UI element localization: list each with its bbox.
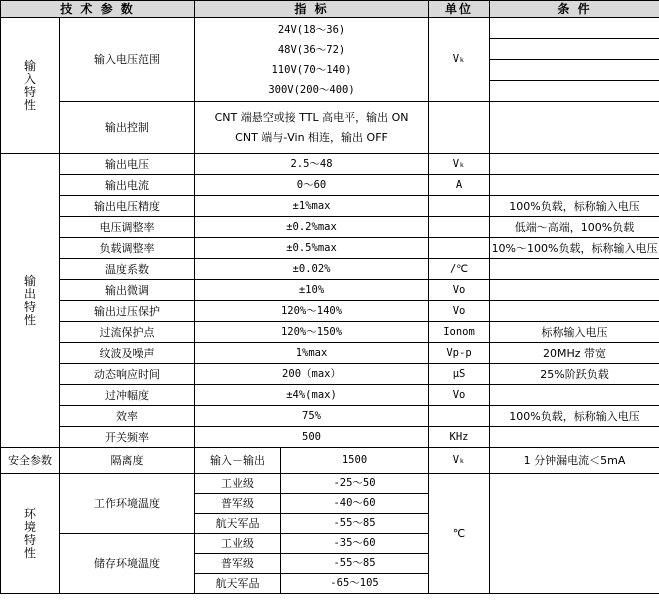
- safety-cond: 1 分钟漏电流＜5mA: [490, 448, 659, 474]
- header-index: 指 标: [195, 1, 429, 18]
- param-name: 输出微调: [60, 280, 195, 301]
- param-value: ±0.5%max: [195, 238, 429, 259]
- input-voltage-cond: [490, 18, 659, 102]
- env-grade: 普军级: [195, 554, 281, 574]
- env-value: -25～50: [281, 474, 429, 494]
- env-grade: 工业级: [195, 534, 281, 554]
- safety-value: 1500: [281, 448, 429, 474]
- param-value: ±0.2%max: [195, 217, 429, 238]
- input-voltage-name: 输入电压范围: [60, 18, 195, 102]
- table-row: [1, 385, 659, 406]
- param-cond: [490, 385, 659, 406]
- param-name: 过流保护点: [60, 322, 195, 343]
- param-cond: [490, 301, 659, 322]
- param-value: 2.5～48: [195, 154, 429, 175]
- param-name: 电压调整率: [60, 217, 195, 238]
- param-name: 输出电流: [60, 175, 195, 196]
- env-store-name: 储存环境温度: [60, 534, 195, 594]
- param-value: 120%～150%: [195, 322, 429, 343]
- param-value: 500: [195, 427, 429, 448]
- param-cond: [490, 280, 659, 301]
- safety-group-label: 安全参数: [1, 448, 60, 474]
- table-row: [1, 154, 659, 175]
- param-cond: [490, 427, 659, 448]
- env-unit: ℃: [429, 474, 490, 594]
- param-unit: KHz: [429, 427, 490, 448]
- param-name: 纹波及噪声: [60, 343, 195, 364]
- env-value: -35～60: [281, 534, 429, 554]
- output-group-label: 输 出 特 性: [1, 154, 60, 448]
- param-unit: Ionom: [429, 322, 490, 343]
- param-unit: Vo: [429, 280, 490, 301]
- table-row: [1, 406, 659, 427]
- param-cond: 低端～高端，100%负载: [490, 217, 659, 238]
- param-value: ±10%: [195, 280, 429, 301]
- param-cond: [490, 259, 659, 280]
- input-voltage-row: [1, 18, 659, 102]
- param-name: 过冲幅度: [60, 385, 195, 406]
- param-value: ±0.02%: [195, 259, 429, 280]
- output-control-name: 输出控制: [60, 102, 195, 154]
- param-name: 输出电压: [60, 154, 195, 175]
- env-value: -65～105: [281, 574, 429, 594]
- param-cond: [490, 175, 659, 196]
- table-row: [1, 343, 659, 364]
- param-value: 0～60: [195, 175, 429, 196]
- table-row: [1, 196, 659, 217]
- table-row: [1, 259, 659, 280]
- param-unit: Vo: [429, 301, 490, 322]
- env-grade: 普军级: [195, 494, 281, 514]
- table-row: [1, 217, 659, 238]
- param-cond: 100%负载，标称输入电压: [490, 406, 659, 427]
- env-grade: 航天军品: [195, 514, 281, 534]
- param-unit: [429, 238, 490, 259]
- param-cond: [490, 154, 659, 175]
- param-cond: 10%～100%负载，标称输入电压: [490, 238, 659, 259]
- param-value: 120%～140%: [195, 301, 429, 322]
- param-value: 75%: [195, 406, 429, 427]
- table-row: [1, 427, 659, 448]
- param-unit: Vp-p: [429, 343, 490, 364]
- input-group-label: 输 入 特 性: [1, 18, 60, 154]
- param-value: ±1%max: [195, 196, 429, 217]
- param-value: 1%max: [195, 343, 429, 364]
- output-control-values: CNT 端悬空或接 TTL 高电平，输出 ON CNT 端与-Vin 相连，输出 OFF: [195, 102, 429, 154]
- param-unit: [429, 217, 490, 238]
- param-name: 温度系数: [60, 259, 195, 280]
- table-row: [1, 322, 659, 343]
- table-row: [1, 364, 659, 385]
- param-unit: Vo: [429, 385, 490, 406]
- table-row: [1, 301, 659, 322]
- param-unit: Vₖ: [429, 154, 490, 175]
- table-row: [1, 238, 659, 259]
- param-name: 负载调整率: [60, 238, 195, 259]
- param-cond: 100%负载，标称输入电压: [490, 196, 659, 217]
- env-row: [1, 474, 659, 494]
- param-unit: /℃: [429, 259, 490, 280]
- output-control-row: [1, 102, 659, 154]
- header-row: [1, 1, 659, 18]
- env-cond: [490, 474, 659, 594]
- param-value: 200（max）: [195, 364, 429, 385]
- env-work-name: 工作环境温度: [60, 474, 195, 534]
- param-name: 输出过压保护: [60, 301, 195, 322]
- param-cond: 标称输入电压: [490, 322, 659, 343]
- safety-row: [1, 448, 659, 474]
- table-row: [1, 280, 659, 301]
- safety-param-name: 隔离度: [60, 448, 195, 474]
- header-cond: 条 件: [490, 1, 659, 18]
- env-value: -55～85: [281, 514, 429, 534]
- safety-sub-label: 输入－输出: [195, 448, 281, 474]
- header-unit: 单位: [429, 1, 490, 18]
- env-grade: 航天军品: [195, 574, 281, 594]
- param-unit: μS: [429, 364, 490, 385]
- output-control-cond: [490, 102, 659, 154]
- param-name: 动态响应时间: [60, 364, 195, 385]
- table-row: [1, 175, 659, 196]
- env-value: -55～85: [281, 554, 429, 574]
- input-voltage-unit: Vₖ: [429, 18, 490, 102]
- param-value: ±4%(max): [195, 385, 429, 406]
- input-voltage-values: 24V(18～36) 48V(36～72) 110V(70～140) 300V(200～400): [195, 18, 429, 102]
- env-grade: 工业级: [195, 474, 281, 494]
- safety-unit: Vₖ: [429, 448, 490, 474]
- env-group-label: 环 境 特 性: [1, 474, 60, 594]
- header-param: 技 术 参 数: [1, 1, 195, 18]
- param-unit: [429, 196, 490, 217]
- param-name: 效率: [60, 406, 195, 427]
- param-cond: 20MHz 带宽: [490, 343, 659, 364]
- env-value: -40～60: [281, 494, 429, 514]
- output-control-unit: [429, 102, 490, 154]
- param-name: 开关频率: [60, 427, 195, 448]
- param-name: 输出电压精度: [60, 196, 195, 217]
- param-unit: [429, 406, 490, 427]
- param-cond: 25%阶跃负载: [490, 364, 659, 385]
- param-unit: A: [429, 175, 490, 196]
